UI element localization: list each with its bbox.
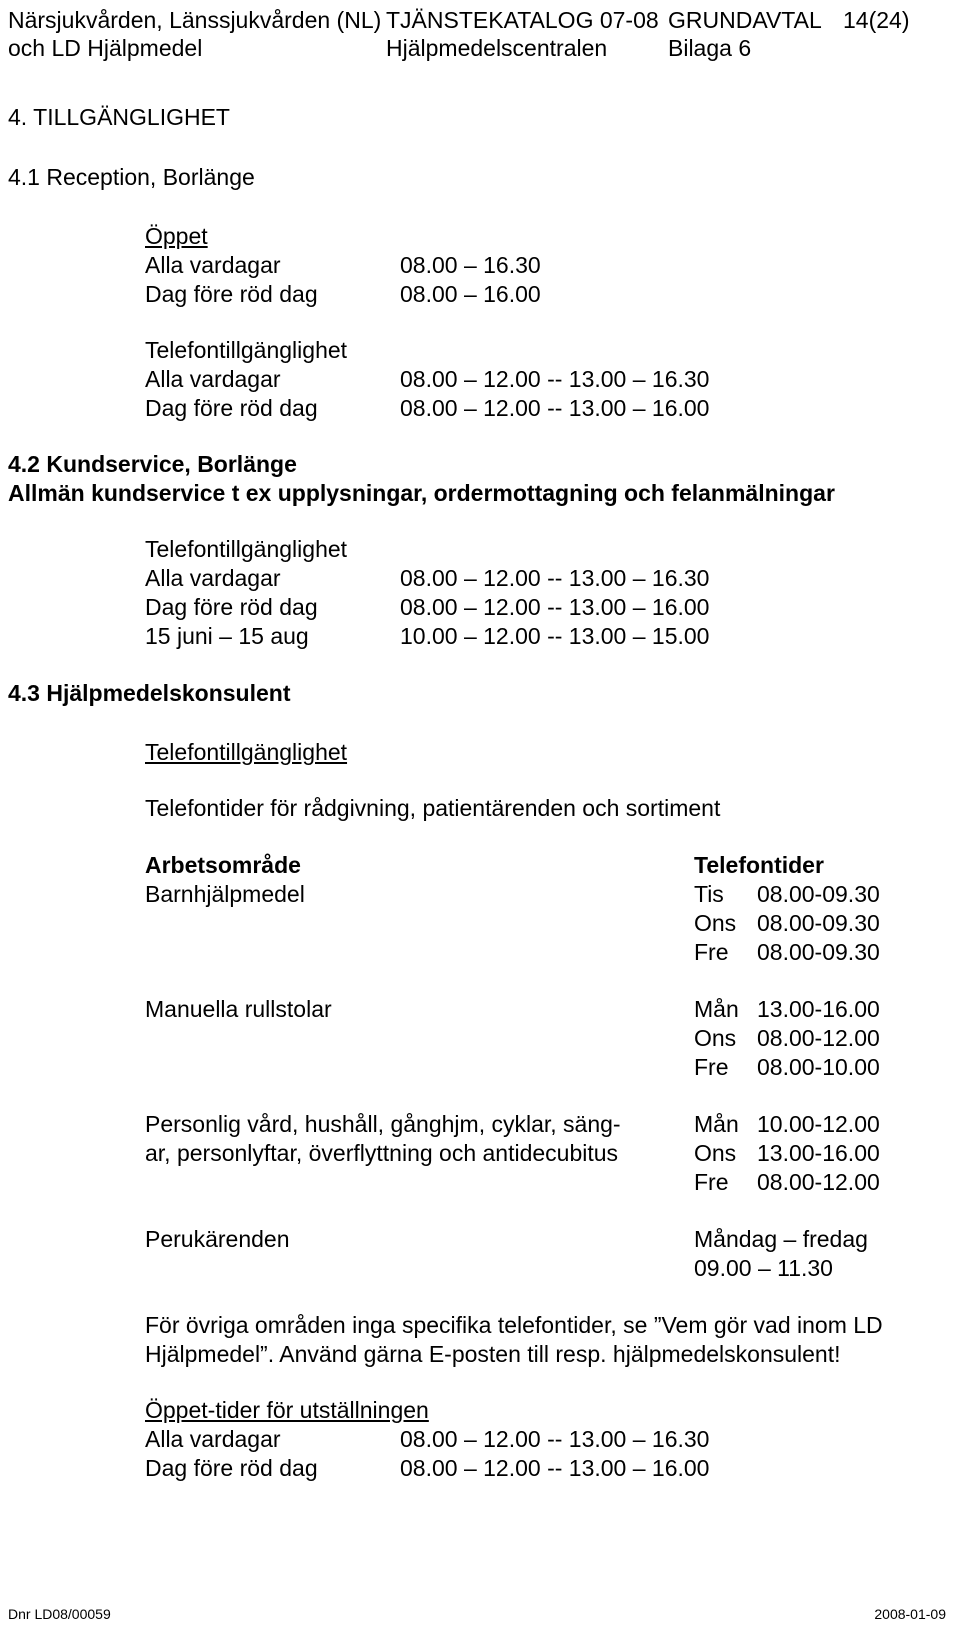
column-header-times: Telefontider xyxy=(694,852,824,878)
row-time: 08.00 – 12.00 -- 13.00 – 16.30 xyxy=(400,565,710,591)
subsection-4-2-title: 4.2 Kundservice, Borlänge xyxy=(8,451,297,477)
time-range: 08.00-09.30 xyxy=(757,910,880,936)
header-org-line1: Närsjukvården, Länssjukvården (NL) xyxy=(8,7,382,33)
weekday: Ons xyxy=(694,1025,737,1051)
area-name: Barnhjälpmedel xyxy=(145,881,305,907)
area-name: Manuella rullstolar xyxy=(145,996,332,1022)
opening-hours-label: Öppet xyxy=(145,223,208,249)
note-text: För övriga områden inga specifika telefontider, se ”Vem gör vad inom LD xyxy=(145,1312,883,1338)
header-catalog-title: TJÄNSTEKATALOG 07-08 xyxy=(386,7,659,33)
row-day: Alla vardagar xyxy=(145,252,281,278)
row-time: 08.00 – 16.30 xyxy=(400,252,541,278)
area-name: Personlig vård, hushåll, gånghjm, cyklar, säng- xyxy=(145,1111,621,1137)
header-page-number: 14(24) xyxy=(843,7,910,33)
footer-date: 2008-01-09 xyxy=(874,1606,946,1622)
phone-availability-label: Telefontillgänglighet xyxy=(145,536,348,562)
time-range: 08.00-09.30 xyxy=(757,881,880,907)
phone-availability-label: Telefontillgänglighet xyxy=(145,337,348,363)
row-day: Dag före röd dag xyxy=(145,594,318,620)
row-time: 08.00 – 12.00 -- 13.00 – 16.00 xyxy=(400,395,710,421)
subsection-4-3-title: 4.3 Hjälpmedelskonsulent xyxy=(8,680,291,706)
row-day: Dag före röd dag xyxy=(145,281,318,307)
time-range: 08.00-09.30 xyxy=(757,939,880,965)
time-range: 08.00-12.00 xyxy=(757,1169,880,1195)
header-org-line2: och LD Hjälpmedel xyxy=(8,35,203,61)
subsection-4-1-title: 4.1 Reception, Borlänge xyxy=(8,164,255,190)
row-time: 08.00 – 16.00 xyxy=(400,281,541,307)
row-time: 08.00 – 12.00 -- 13.00 – 16.30 xyxy=(400,1426,710,1452)
row-day: Alla vardagar xyxy=(145,565,281,591)
row-time: 08.00 – 12.00 -- 13.00 – 16.00 xyxy=(400,1455,710,1481)
weekday: Fre xyxy=(694,1169,729,1195)
row-day: 15 juni – 15 aug xyxy=(145,623,309,649)
area-name-continued: ar, personlyftar, överflyttning och antidecubitus xyxy=(145,1140,619,1166)
time-range: 13.00-16.00 xyxy=(757,996,880,1022)
column-header-area: Arbetsområde xyxy=(145,852,301,878)
note-text: Hjälpmedel”. Använd gärna E-posten till resp. hjälpmedelskonsulent! xyxy=(145,1341,841,1367)
weekday: Mån xyxy=(694,1111,739,1137)
section-title: 4. TILLGÄNGLIGHET xyxy=(8,104,230,130)
time-range: 08.00-10.00 xyxy=(757,1054,880,1080)
header-agreement: GRUNDAVTAL xyxy=(668,7,822,33)
subsection-4-2-subtitle: Allmän kundservice t ex upplysningar, ordermottagning och felanmälningar xyxy=(8,480,835,506)
weekday: Tis xyxy=(694,881,724,907)
weekday: Ons xyxy=(694,910,737,936)
time-range: Måndag – fredag xyxy=(694,1226,868,1252)
row-day: Dag före röd dag xyxy=(145,395,318,421)
row-time: 10.00 – 12.00 -- 13.00 – 15.00 xyxy=(400,623,710,649)
row-day: Alla vardagar xyxy=(145,366,281,392)
header-unit: Hjälpmedelscentralen xyxy=(386,35,608,61)
exhibition-hours-label: Öppet-tider för utställningen xyxy=(145,1397,429,1423)
time-range: 13.00-16.00 xyxy=(757,1140,880,1166)
weekday: Mån xyxy=(694,996,739,1022)
row-time: 08.00 – 12.00 -- 13.00 – 16.30 xyxy=(400,366,710,392)
time-range: 08.00-12.00 xyxy=(757,1025,880,1051)
row-time: 08.00 – 12.00 -- 13.00 – 16.00 xyxy=(400,594,710,620)
weekday: Ons xyxy=(694,1140,737,1166)
row-day: Alla vardagar xyxy=(145,1426,281,1452)
row-day: Dag före röd dag xyxy=(145,1455,318,1481)
area-name: Perukärenden xyxy=(145,1226,290,1252)
weekday: Fre xyxy=(694,1054,729,1080)
weekday: Fre xyxy=(694,939,729,965)
time-range: 09.00 – 11.30 xyxy=(694,1255,833,1281)
footer-document-number: Dnr LD08/00059 xyxy=(8,1606,111,1622)
intro-text: Telefontider för rådgivning, patientärenden och sortiment xyxy=(145,795,721,821)
header-appendix: Bilaga 6 xyxy=(668,35,752,61)
time-range: 10.00-12.00 xyxy=(757,1111,880,1137)
phone-availability-label: Telefontillgänglighet xyxy=(145,739,348,765)
